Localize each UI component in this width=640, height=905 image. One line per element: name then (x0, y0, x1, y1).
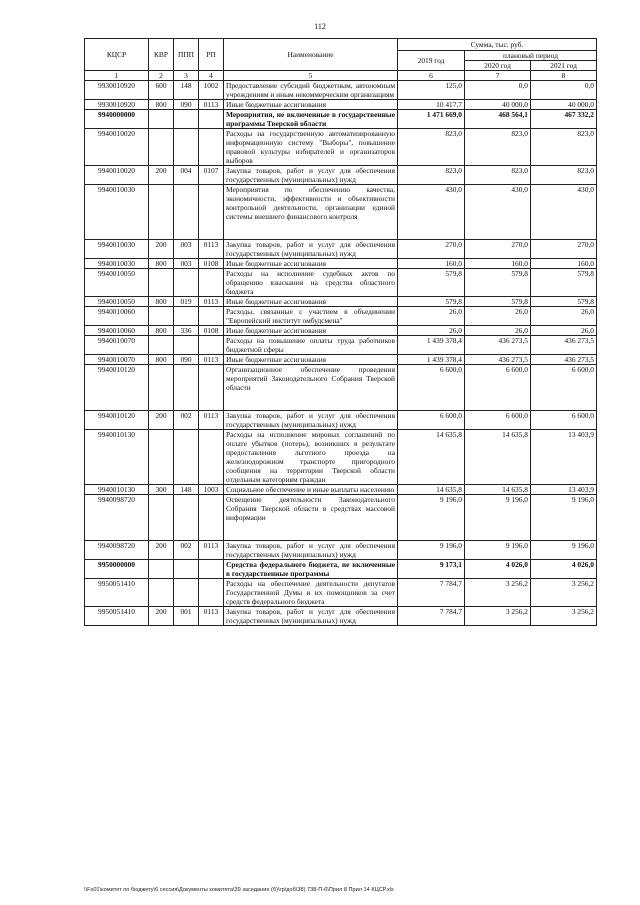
name-cell: Закупка товаров, работ и услуг для обеспечения государственных (муниципальных) нужд (224, 607, 398, 626)
amount-2021-cell: 40 000,0 (531, 100, 597, 110)
amount-2019-cell: 9 173,1 (398, 560, 465, 579)
kvr-cell: 800 (149, 326, 174, 336)
amount-2020-cell: 270,0 (465, 240, 531, 259)
kvr-cell: 800 (149, 259, 174, 269)
table-row (85, 579, 597, 607)
table-row (85, 411, 597, 430)
header-rp: РП (199, 39, 224, 71)
rp-cell: 0108 (199, 326, 224, 336)
rp-cell: 0113 (199, 240, 224, 259)
kvr-cell: 800 (149, 355, 174, 365)
kvr-cell (149, 269, 174, 297)
kcsr-cell: 9940010130 (85, 485, 149, 495)
ppp-cell: 090 (174, 100, 199, 110)
amount-2020-cell: 26,0 (465, 326, 531, 336)
name-cell: Иные бюджетные ассигнования (224, 259, 398, 269)
name-cell: Социальное обеспечение и иные выплаты населению (224, 485, 398, 495)
rp-cell (199, 430, 224, 485)
amount-2020-cell: 0,0 (465, 81, 531, 100)
table-row (85, 166, 597, 185)
kvr-cell: 200 (149, 541, 174, 560)
rp-cell: 0113 (199, 541, 224, 560)
name-cell: Закупка товаров, работ и услуг для обеспечения государственных (муниципальных) нужд (224, 166, 398, 185)
amount-2019-cell: 14 635,8 (398, 430, 465, 485)
rp-cell: 0113 (199, 607, 224, 626)
ppp-cell (174, 336, 199, 355)
ppp-cell: 336 (174, 326, 199, 336)
amount-2019-cell: 7 784,7 (398, 607, 465, 626)
kcsr-cell: 9940098720 (85, 495, 149, 541)
header-plan-period: плановый период (465, 51, 597, 61)
name-cell: Иные бюджетные ассигнования (224, 100, 398, 110)
amount-2019-cell: 430,0 (398, 185, 465, 240)
kvr-cell (149, 579, 174, 607)
amount-2020-cell: 9 196,0 (465, 495, 531, 541)
kcsr-cell: 9950000000 (85, 560, 149, 579)
name-cell: Закупка товаров, работ и услуг для обеспечения государственных (муниципальных) нужд (224, 411, 398, 430)
name-cell: Иные бюджетные ассигнования (224, 297, 398, 307)
amount-2021-cell: 579,8 (531, 269, 597, 297)
table-row (85, 607, 597, 626)
table-row (85, 110, 597, 129)
table-row (85, 129, 597, 166)
name-cell: Мероприятия, не включенные в государственные программы Тверской области (224, 110, 398, 129)
page-number: 112 (314, 22, 326, 31)
column-number: 5 (224, 71, 398, 81)
kcsr-cell: 9940098720 (85, 541, 149, 560)
amount-2019-cell: 125,0 (398, 81, 465, 100)
ppp-cell: 003 (174, 259, 199, 269)
amount-2021-cell: 160,0 (531, 259, 597, 269)
amount-2021-cell: 6 600,0 (531, 365, 597, 411)
column-numbers-row (85, 71, 597, 81)
rp-cell (199, 307, 224, 326)
kcsr-cell: 9940010120 (85, 365, 149, 411)
amount-2021-cell: 9 196,0 (531, 541, 597, 560)
amount-2019-cell: 9 196,0 (398, 541, 465, 560)
ppp-cell: 001 (174, 607, 199, 626)
amount-2019-cell: 1 439 378,4 (398, 336, 465, 355)
amount-2020-cell: 823,0 (465, 166, 531, 185)
kcsr-cell: 9940010070 (85, 336, 149, 355)
kvr-cell: 200 (149, 411, 174, 430)
amount-2021-cell: 3 256,2 (531, 579, 597, 607)
rp-cell: 0107 (199, 166, 224, 185)
amount-2019-cell: 579,8 (398, 297, 465, 307)
kcsr-cell: 9940010120 (85, 411, 149, 430)
kvr-cell (149, 129, 174, 166)
name-cell: Расходы на повышение оплаты труда работников бюджетной сферы (224, 336, 398, 355)
amount-2021-cell: 26,0 (531, 326, 597, 336)
table-row (85, 485, 597, 495)
ppp-cell: 090 (174, 355, 199, 365)
name-cell: Расходы на исполнение мировых соглашений по оплате убытков (потерь), возникших в результате предоставления льготного проезда на железнодорожном транспорте пригородного сообщения на территории Тверской области отдельным категориям граждан (224, 430, 398, 485)
table-row (85, 355, 597, 365)
ppp-cell (174, 560, 199, 579)
ppp-cell (174, 129, 199, 166)
rp-cell: 0108 (199, 259, 224, 269)
kcsr-cell: 9940010020 (85, 129, 149, 166)
header-2019: 2019 год (398, 51, 465, 71)
amount-2021-cell: 4 026,0 (531, 560, 597, 579)
column-number: 6 (398, 71, 465, 81)
amount-2019-cell: 1 471 669,0 (398, 110, 465, 129)
rp-cell (199, 336, 224, 355)
column-number: 4 (199, 71, 224, 81)
amount-2019-cell: 160,0 (398, 259, 465, 269)
amount-2020-cell: 823,0 (465, 129, 531, 166)
table-row (85, 541, 597, 560)
ppp-cell: 148 (174, 485, 199, 495)
table-row (85, 336, 597, 355)
name-cell: Закупка товаров, работ и услуг для обеспечения государственных (муниципальных) нужд (224, 541, 398, 560)
kvr-cell: 200 (149, 240, 174, 259)
kcsr-cell: 9940010050 (85, 297, 149, 307)
amount-2019-cell: 10 417,7 (398, 100, 465, 110)
amount-2020-cell: 14 635,8 (465, 430, 531, 485)
amount-2019-cell: 7 784,7 (398, 579, 465, 607)
amount-2020-cell: 14 635,8 (465, 485, 531, 495)
rp-cell: 1002 (199, 81, 224, 100)
amount-2019-cell: 579,8 (398, 269, 465, 297)
kcsr-cell: 9940010060 (85, 326, 149, 336)
column-number: 8 (531, 71, 597, 81)
rp-cell: 0113 (199, 355, 224, 365)
name-cell: Расходы на исполнение судебных актов по обращению взыскания на средства областного бюджета (224, 269, 398, 297)
rp-cell (199, 185, 224, 240)
amount-2021-cell: 436 273,5 (531, 336, 597, 355)
ppp-cell: 148 (174, 81, 199, 100)
name-cell: Освещение деятельности Законодательного Собрания Тверской области в средствах массовой информации (224, 495, 398, 541)
name-cell: Организационное обеспечение проведения мероприятий Законодательного Собрания Тверской области (224, 365, 398, 411)
header-2021: 2021 год (531, 61, 597, 71)
rp-cell: 0113 (199, 100, 224, 110)
kcsr-cell: 9940010070 (85, 355, 149, 365)
amount-2019-cell: 26,0 (398, 307, 465, 326)
table-body (85, 81, 597, 626)
kcsr-cell: 9940010130 (85, 430, 149, 485)
kcsr-cell: 9940010050 (85, 269, 149, 297)
amount-2021-cell: 13 403,9 (531, 430, 597, 485)
kvr-cell: 800 (149, 100, 174, 110)
column-number: 7 (465, 71, 531, 81)
column-number: 1 (85, 71, 149, 81)
amount-2020-cell: 3 256,2 (465, 607, 531, 626)
amount-2020-cell: 9 196,0 (465, 541, 531, 560)
rp-cell: 0113 (199, 297, 224, 307)
header-ppp: ППП (174, 39, 199, 71)
amount-2021-cell: 467 332,2 (531, 110, 597, 129)
header-2020: 2020 год (465, 61, 531, 71)
kcsr-cell: 9930010920 (85, 100, 149, 110)
amount-2020-cell: 579,8 (465, 269, 531, 297)
kcsr-cell: 9940010060 (85, 307, 149, 326)
table-row (85, 185, 597, 240)
ppp-cell (174, 269, 199, 297)
amount-2019-cell: 6 600,0 (398, 411, 465, 430)
amount-2019-cell: 823,0 (398, 129, 465, 166)
table-row (85, 560, 597, 579)
amount-2020-cell: 436 273,5 (465, 355, 531, 365)
kcsr-cell: 9940010030 (85, 259, 149, 269)
ppp-cell (174, 365, 199, 411)
ppp-cell: 003 (174, 240, 199, 259)
name-cell: Средства федерального бюджета, не включенные в государственные программы (224, 560, 398, 579)
amount-2019-cell: 270,0 (398, 240, 465, 259)
amount-2020-cell: 4 026,0 (465, 560, 531, 579)
amount-2021-cell: 26,0 (531, 307, 597, 326)
name-cell: Закупка товаров, работ и услуг для обеспечения государственных (муниципальных) нужд (224, 240, 398, 259)
amount-2020-cell: 468 564,1 (465, 110, 531, 129)
ppp-cell (174, 110, 199, 129)
kcsr-cell: 9950051410 (85, 607, 149, 626)
ppp-cell (174, 579, 199, 607)
amount-2019-cell: 1 439 378,4 (398, 355, 465, 365)
amount-2021-cell: 0,0 (531, 81, 597, 100)
amount-2020-cell: 6 600,0 (465, 411, 531, 430)
ppp-cell (174, 185, 199, 240)
ppp-cell: 002 (174, 541, 199, 560)
amount-2020-cell: 3 256,2 (465, 579, 531, 607)
column-number: 2 (149, 71, 174, 81)
kcsr-cell: 9940000000 (85, 110, 149, 129)
name-cell: Предоставление субсидий бюджетным, автономным учреждениям и иным некоммерческим организациям (224, 81, 398, 100)
amount-2021-cell: 579,8 (531, 297, 597, 307)
kvr-cell (149, 185, 174, 240)
amount-2021-cell: 823,0 (531, 166, 597, 185)
table-row (85, 430, 597, 485)
kvr-cell (149, 365, 174, 411)
amount-2021-cell: 6 600,0 (531, 411, 597, 430)
table-row (85, 326, 597, 336)
kvr-cell (149, 110, 174, 129)
kvr-cell (149, 495, 174, 541)
rp-cell (199, 269, 224, 297)
name-cell: Иные бюджетные ассигнования (224, 355, 398, 365)
kvr-cell: 300 (149, 485, 174, 495)
kcsr-cell: 9940010020 (85, 166, 149, 185)
header-kcsr: КЦСР (85, 39, 149, 71)
column-number: 3 (174, 71, 199, 81)
ppp-cell (174, 307, 199, 326)
amount-2019-cell: 14 635,8 (398, 485, 465, 495)
kcsr-cell: 9940010030 (85, 185, 149, 240)
amount-2020-cell: 430,0 (465, 185, 531, 240)
kvr-cell (149, 560, 174, 579)
amount-2019-cell: 9 196,0 (398, 495, 465, 541)
amount-2020-cell: 40 000,0 (465, 100, 531, 110)
kvr-cell (149, 430, 174, 485)
amount-2021-cell: 9 196,0 (531, 495, 597, 541)
kvr-cell (149, 336, 174, 355)
name-cell: Расходы на государственную автоматизированную информационную систему "Выборы", повышение правовой культуры избирателей и организаторов выборов (224, 129, 398, 166)
rp-cell (199, 579, 224, 607)
amount-2020-cell: 160,0 (465, 259, 531, 269)
rp-cell (199, 110, 224, 129)
ppp-cell: 004 (174, 166, 199, 185)
table-row (85, 365, 597, 411)
rp-cell (199, 129, 224, 166)
header-name: Наименование (224, 39, 398, 71)
kvr-cell: 200 (149, 607, 174, 626)
amount-2020-cell: 579,8 (465, 297, 531, 307)
name-cell: Расходы на обеспечение деятельности депутатов Государственной Думы и их помощников за счет средств федерального бюджета (224, 579, 398, 607)
kvr-cell (149, 307, 174, 326)
amount-2021-cell: 436 273,5 (531, 355, 597, 365)
table-row (85, 307, 597, 326)
kvr-cell: 600 (149, 81, 174, 100)
amount-2021-cell: 13 403,9 (531, 485, 597, 495)
amount-2021-cell: 430,0 (531, 185, 597, 240)
header-sum: Сумма, тыс. руб. (398, 39, 597, 51)
table-header (85, 39, 597, 81)
kvr-cell: 800 (149, 297, 174, 307)
name-cell: Расходы, связанные с участием в объединении "Европейский институт омбудсмена" (224, 307, 398, 326)
amount-2020-cell: 26,0 (465, 307, 531, 326)
amount-2021-cell: 270,0 (531, 240, 597, 259)
kcsr-cell: 9930010920 (85, 81, 149, 100)
table-row (85, 259, 597, 269)
amount-2019-cell: 823,0 (398, 166, 465, 185)
kcsr-cell: 9940010030 (85, 240, 149, 259)
table-row (85, 297, 597, 307)
amount-2021-cell: 3 256,2 (531, 607, 597, 626)
rp-cell (199, 365, 224, 411)
amount-2019-cell: 6 600,0 (398, 365, 465, 411)
amount-2019-cell: 26,0 (398, 326, 465, 336)
rp-cell (199, 495, 224, 541)
table-row (85, 495, 597, 541)
rp-cell: 0113 (199, 411, 224, 430)
ppp-cell: 002 (174, 411, 199, 430)
ppp-cell (174, 495, 199, 541)
ppp-cell: 019 (174, 297, 199, 307)
rp-cell: 1003 (199, 485, 224, 495)
table-row (85, 269, 597, 297)
kcsr-cell: 9950051410 (85, 579, 149, 607)
table-row (85, 100, 597, 110)
amount-2021-cell: 823,0 (531, 129, 597, 166)
ppp-cell (174, 430, 199, 485)
amount-2020-cell: 6 600,0 (465, 365, 531, 411)
kvr-cell: 200 (149, 166, 174, 185)
file-path-footer: \\Fs01\комитет по бюджету\6 сессия\Документы комитета\39 заседание (б)\гр\доб\38) 738-П-6\Прил 8 Прил 14 КЦСР.xls (84, 887, 394, 893)
amount-2020-cell: 436 273,5 (465, 336, 531, 355)
header-kvr: КВР (149, 39, 174, 71)
name-cell: Иные бюджетные ассигнования (224, 326, 398, 336)
budget-table (84, 38, 597, 626)
table-row (85, 81, 597, 100)
table-row (85, 240, 597, 259)
name-cell: Мероприятия по обеспечению качества, экономичности, эффективности и объективности контрольной деятельности, организации единой системы внешнего финансового контроля (224, 185, 398, 240)
rp-cell (199, 560, 224, 579)
